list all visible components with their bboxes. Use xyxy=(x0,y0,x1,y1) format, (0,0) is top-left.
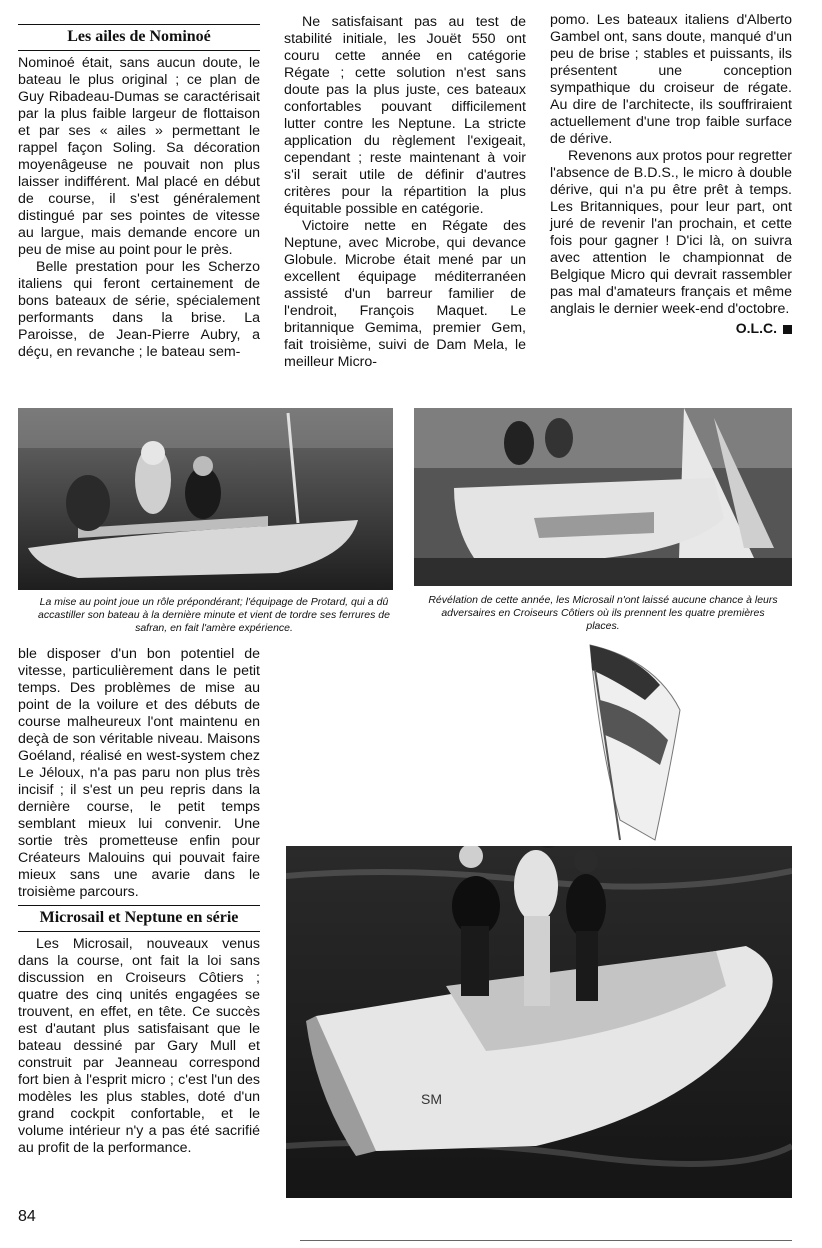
photo-illustration xyxy=(286,846,792,1198)
signature-text: O.L.C. xyxy=(735,320,777,336)
photo-protard-crew xyxy=(18,408,393,590)
column-1 xyxy=(18,24,260,361)
section-heading-nominoe: Les ailes de Nominoé xyxy=(18,24,260,51)
photo-microsail-crew xyxy=(414,408,792,586)
paragraph: Victoire nette en Régate des Neptune, avec Microbe, qui devance Globule. Microbe était mené par un excellent équipage méditerranéen assisté d'un barreur familier de l'endroit, François Maquet. Le britannique Gemima, premier Gem, fait troisième, suivi de Dam Mela, le meilleur Micro- xyxy=(284,218,526,370)
photo-microsail-boat xyxy=(286,846,792,1198)
sail-illustration xyxy=(560,640,690,850)
bottom-rule xyxy=(300,1240,792,1241)
column-3 xyxy=(550,12,792,337)
paragraph: Belle prestation pour les Scherzo italiens qui feront certainement de bons bateaux de série, spécialement performants dans la brise. La Paroisse, de Jean-Pierre Aubry, a déçu, en revanche ; le bateau sem- xyxy=(18,259,260,360)
end-mark-icon xyxy=(783,325,792,334)
photo-illustration xyxy=(18,408,393,590)
column-2 xyxy=(284,14,526,371)
paragraph: Revenons aux protos pour regretter l'absence de B.D.S., le micro à double dérive, qui n'a pu être prêt à temps. Les Britanniques, pour leur part, ont juré de revenir l'an prochain, et cette fois pour gagner ! D'ici là, on suivra avec attention le championnat de Belgique Micro qui devrait rassembler pas mal d'amateurs français et même anglais le dernier week-end d'octobre. xyxy=(550,148,792,317)
paragraph: Ne satisfaisant pas au test de stabilité initiale, les Jouët 550 ont couru cette année en catégorie Régate ; cette solution n'est sans doute pas la plus juste, ces bateaux confortables pouvant difficilement lutter contre les Neptune. La stricte application du règlement l'exigeait, cependant ; reste maintenant à voir s'il serait utile de définir d'autres critères pour la répartition la plus équitable possible en catégorie. xyxy=(284,14,526,217)
paragraph: Nominoé était, sans aucun doute, le bateau le plus original ; ce plan de Guy Ribadeau-Dumas se caractérisait par la plus faible largeur de flottaison et par ses « ailes » permettant le rappel façon Soling. Sa décoration moyenâgeuse ne pouvait non plus laisser indifférent. Mal placé en début de course, il s'est généralement distingué par ses pointes de vitesse au largue, mais demande encore un peu de mise au point pour le près. xyxy=(18,55,260,258)
caption-left: La mise au point joue un rôle prépondérant; l'équipage de Protard, qui a dû accastiller son bateau à la dernière minute et vient de tordre ses ferrures de safran, en fait l'amère expérience. xyxy=(38,596,390,634)
paragraph: pomo. Les bateaux italiens d'Alberto Gambel ont, sans doute, manqué d'un peu de brise ; stables et puissants, ils présentent une conception sympathique du croiseur de régate. Au dire de l'architecte, ils souffriraient actuellement d'une trop faible surface de dérive. xyxy=(550,12,792,147)
page-number: 84 xyxy=(18,1208,36,1225)
column-lower-left xyxy=(18,646,260,1157)
caption-right: Révélation de cette année, les Microsail n'ont laissé aucune chance à leurs adversaires en Croiseurs Côtiers où ils prennent les quatre premières places. xyxy=(428,594,778,632)
hull-marking: SM xyxy=(421,1091,442,1107)
photo-illustration xyxy=(414,408,792,586)
paragraph: ble disposer d'un bon potentiel de vitesse, particulièrement dans le petit temps. Des problèmes de mise au point de la voilure et des débuts de course malheureux l'ont maintenu en deçà de son véritable niveau. Maisons Goéland, réalisé en west-system chez Le Jéloux, n'a pas paru non plus très incisif ; il s'est un peu repris dans la dernière course, le petit temps semblant mieux lui convenir. Une sortie très prometteuse enfin pour Créateurs Malouins qui pouvait faire mieux sans une avarie dans le troisième parcours. xyxy=(18,646,260,900)
section-heading-microsail: Microsail et Neptune en série xyxy=(18,905,260,932)
photo-spinnaker-sail xyxy=(560,640,690,850)
paragraph: Les Microsail, nouveaux venus dans la course, ont fait la loi sans discussion en Croiseurs Côtiers ; quatre des cinq unités engagées se trouvent, en effet, en tête. Ce succès est d'autant plus satisfaisant que le bateau dessiné par Gary Mull et construit par Jeanneau correspond fort bien à l'esprit micro ; c'est l'un des modèles les plus stables, doté d'un grand cockpit confortable, et le volume intérieur n'y a pas été sacrifié au profit de la performance. xyxy=(18,936,260,1156)
author-signature xyxy=(550,320,792,337)
